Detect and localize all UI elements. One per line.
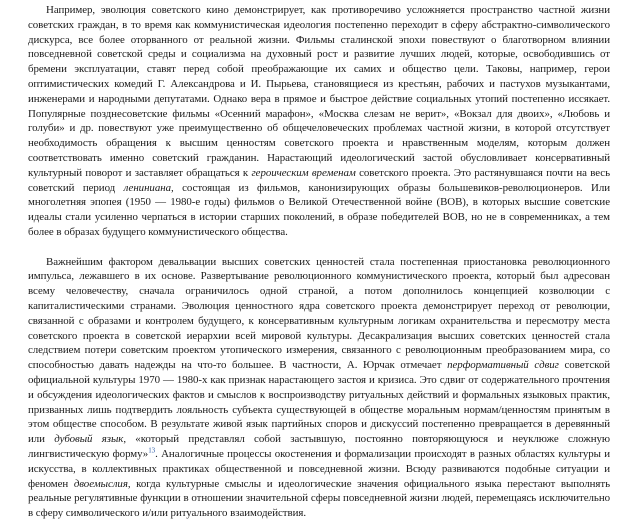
- text-run: состоящая из фильмов, канонизирующих образы большевиков-революционеров. Или многолетняя эпопея (1950 — 1980-е годы) фильмов о Великой Отечественной войне (ВОВ), в которых высшие советские идеалы стали усиленно черпаться в истории старших поколений, в образе победителей ВОВ, но не в современниках, а тем более в образах будущего коммунистического общества.: [28, 181, 610, 238]
- text-run: . Аналогичные процессы окостенения и формализации происходят в разных областях культуры и искусства, в коллективных практиках общественной и повседневной жизни. Всюду развиваются подобные ситуации и феномен: [28, 447, 610, 490]
- italic-term: лениниана,: [123, 181, 174, 194]
- italic-term: перформативный сдвиг: [447, 359, 559, 372]
- italic-term: двоемыслия,: [73, 477, 131, 490]
- paragraph-1: [28, 3, 610, 240]
- text-run: , «который представлял собой застывшую, постоянно повторяющуюся и неуклюже сложную лингвистическую форму»: [28, 433, 610, 460]
- footnote-ref[interactable]: 13: [148, 446, 156, 455]
- text-run: когда культурные смыслы и идеологические значения официального языка перестают выполнять реальные регулятивные функции в отношении значительной сферы повседневной жизни людей, перемещаясь исключительно в сферу символического и/или ритуального взаимодействия.: [28, 477, 610, 520]
- paragraph-2: [28, 255, 610, 521]
- italic-term: дубовый язык: [54, 433, 124, 446]
- text-run: Например, эволюция советского кино демонстрирует, как противоречиво усложняется пространство частной жизни советских граждан, в то время как коммунистическая идеология постепенно переходит в сферу абстрактно-символического дискурса, все более оторванного от реальной жизни. Фильмы сталинской эпохи повествуют о благотворном влиянии повседневной советской среды и социализма на духовный рост и развитие лучших людей, которые, освободившись от бремени эксплуатации, ставят перед собой преображающие их самих и общество цели. Таковы, например, герои оптимистических комедий Г. Александрова и И. Пырьева, становящиеся из крестьян, рабочих и пастухов музыкантами, инженерами и народными депутатами. Однако вера в прямое и быстрое действие социальных утопий постепенно иссякает. Популярные позднесоветские фильмы «Осенний марафон», «Москва слезам не верит», «Вокзал для двоих», «Любовь и голуби» и др. повествуют уже преимущественно об общечеловеческих проблемах частной жизни, в которой отсутствует необходимость обращения к высшим ценностям советского проекта и нравственным моделям, которым должен соответствовать именно советский гражданин. Нарастающий идеологический застой обусловливает консервативный культурный поворот и заставляет обращаться к: [28, 4, 610, 179]
- italic-term: героическим временам: [251, 166, 356, 179]
- text-run: советской официальной культуры 1970 — 1980-х как признак нарастающего застоя и кризиса. Это сдвиг от содержательного прочтения и обсуждения идеологических фактов и смыслов к воспроизводству ритуальных действий и формальных языковых практик, призванных лишь подтвердить лояльность субъекта существующей в обществе моральным нормам/ценностям принятым в этом обществе способом. В результате живой язык партийных споров и дискуссий постепенно превращается в деревянный или: [28, 359, 611, 446]
- text-run: советского проекта. Это растянувшаяся почти на весь советский период: [28, 166, 610, 194]
- text-run: Важнейшим фактором девальвации высших советских ценностей стала постепенная приостановка революционного импульса, лежавшего в их основе. Развертывание революционного коммунистического проекта, который был адресован всему человечеству, сначала ограничилось одной страной, а потом дополнилось концепцией козволюции с капиталистическими странами. Эволюция ценностного ядра советского проекта демонстрирует переход от революции, связанной с образами и контролем будущего, к консервативным культурным логикам охранительства и пересмотру места советского проекта в советской иерархии всей мировой культуры. Десакрализация высших советских ценностей стала следствием потери советским проектом утопического измерения, связанного с революционным преобразованием мира, со способностью давать надежды на что-то большее. В частности, А. Юрчак отмечает: [28, 255, 610, 372]
